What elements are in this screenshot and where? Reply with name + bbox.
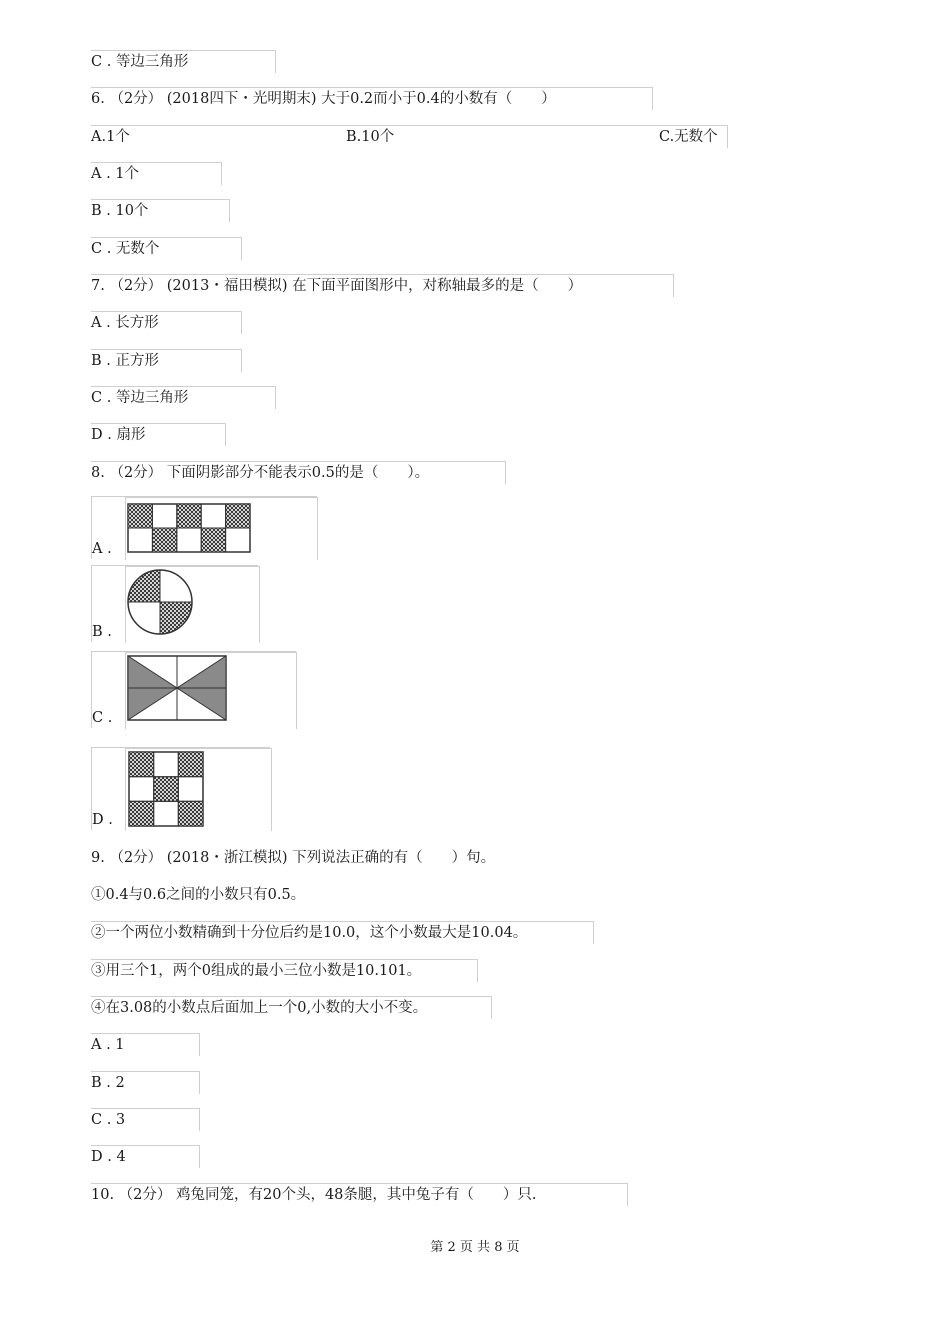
option-text: D . 4 [91, 1149, 126, 1165]
q9-option-a[interactable] [91, 1033, 200, 1056]
q8-option-d[interactable] [91, 747, 270, 830]
option-text: D . 扇形 [91, 427, 146, 443]
q9-option-d[interactable] [91, 1145, 200, 1168]
inline-option-b: B.10个 [346, 129, 395, 145]
option-text: B . 2 [91, 1075, 125, 1091]
q10-stem [91, 1183, 628, 1206]
statement-text: ④在3.08的小数点后面加上一个0,小数的大小不变。 [91, 1000, 428, 1016]
option-text: C . 3 [91, 1112, 126, 1128]
checker-rectangle-figure [127, 503, 251, 553]
q6-option-b[interactable] [91, 199, 230, 222]
q8-option-b[interactable] [91, 565, 258, 642]
q9-statement-3 [91, 959, 478, 982]
q6-stem [91, 87, 653, 110]
q7-option-b[interactable] [91, 349, 242, 372]
option-text: B . 10个 [91, 203, 149, 219]
quartered-circle-figure [126, 568, 194, 636]
checker-square-figure [128, 751, 204, 827]
option-text: C . 等边三角形 [91, 390, 189, 406]
option-label: B . [92, 624, 112, 640]
question-text: 6. （2分） (2018四下・光明期末) 大于0.2而小于0.4的小数有（ ） [91, 91, 556, 107]
option-text: A . 1 [91, 1037, 125, 1053]
option-label: A . [92, 541, 112, 557]
q8-option-a[interactable] [91, 496, 317, 559]
q9-stem [91, 847, 495, 869]
bowtie-rectangle-figure [127, 655, 227, 721]
q6-option-a[interactable] [91, 162, 222, 185]
q9-statement-4 [91, 996, 492, 1019]
q7-option-a[interactable] [91, 311, 242, 334]
q5-option-c[interactable] [91, 50, 276, 73]
q9-option-c[interactable] [91, 1108, 200, 1131]
option-text: C . 等边三角形 [91, 54, 189, 70]
statement-text: ③用三个1，两个0组成的最小三位小数是10.101。 [91, 963, 422, 979]
q7-stem [91, 274, 674, 297]
q9-option-b[interactable] [91, 1071, 200, 1094]
question-text: 7. （2分） (2013・福田模拟) 在下面平面图形中，对称轴最多的是（ ） [91, 278, 583, 294]
q8-option-c[interactable] [91, 651, 296, 728]
q7-option-c[interactable] [91, 386, 276, 409]
option-text: C . 无数个 [91, 241, 160, 257]
q6-option-c[interactable] [91, 237, 242, 260]
option-text: A . 1个 [91, 166, 140, 182]
question-text: 9. （2分） (2018・浙江模拟) 下列说法正确的有（ ）句。 [91, 850, 496, 866]
question-text: 8. （2分） 下面阴影部分不能表示0.5的是（ ）。 [91, 465, 430, 481]
q9-statement-1 [91, 884, 305, 906]
option-text: B . 正方形 [91, 353, 159, 369]
statement-text: ①0.4与0.6之间的小数只有0.5。 [91, 887, 306, 903]
option-text: A . 长方形 [91, 315, 159, 331]
q9-statement-2 [91, 921, 594, 944]
page-footer [0, 1236, 950, 1255]
page-number-text: 第 2 页 共 8 页 [430, 1240, 520, 1255]
q6-inline-options [91, 125, 728, 148]
inline-option-a: A.1个 [91, 129, 130, 145]
q8-stem [91, 461, 506, 484]
question-text: 10. （2分） 鸡兔同笼，有20个头，48条腿，其中兔子有（ ）只. [91, 1187, 537, 1203]
q7-option-d[interactable] [91, 423, 226, 446]
statement-text: ②一个两位小数精确到十分位后约是10.0，这个小数最大是10.04。 [91, 925, 528, 941]
option-label: D . [92, 812, 113, 828]
inline-option-c: C.无数个 [659, 129, 718, 145]
option-label: C . [92, 710, 113, 726]
